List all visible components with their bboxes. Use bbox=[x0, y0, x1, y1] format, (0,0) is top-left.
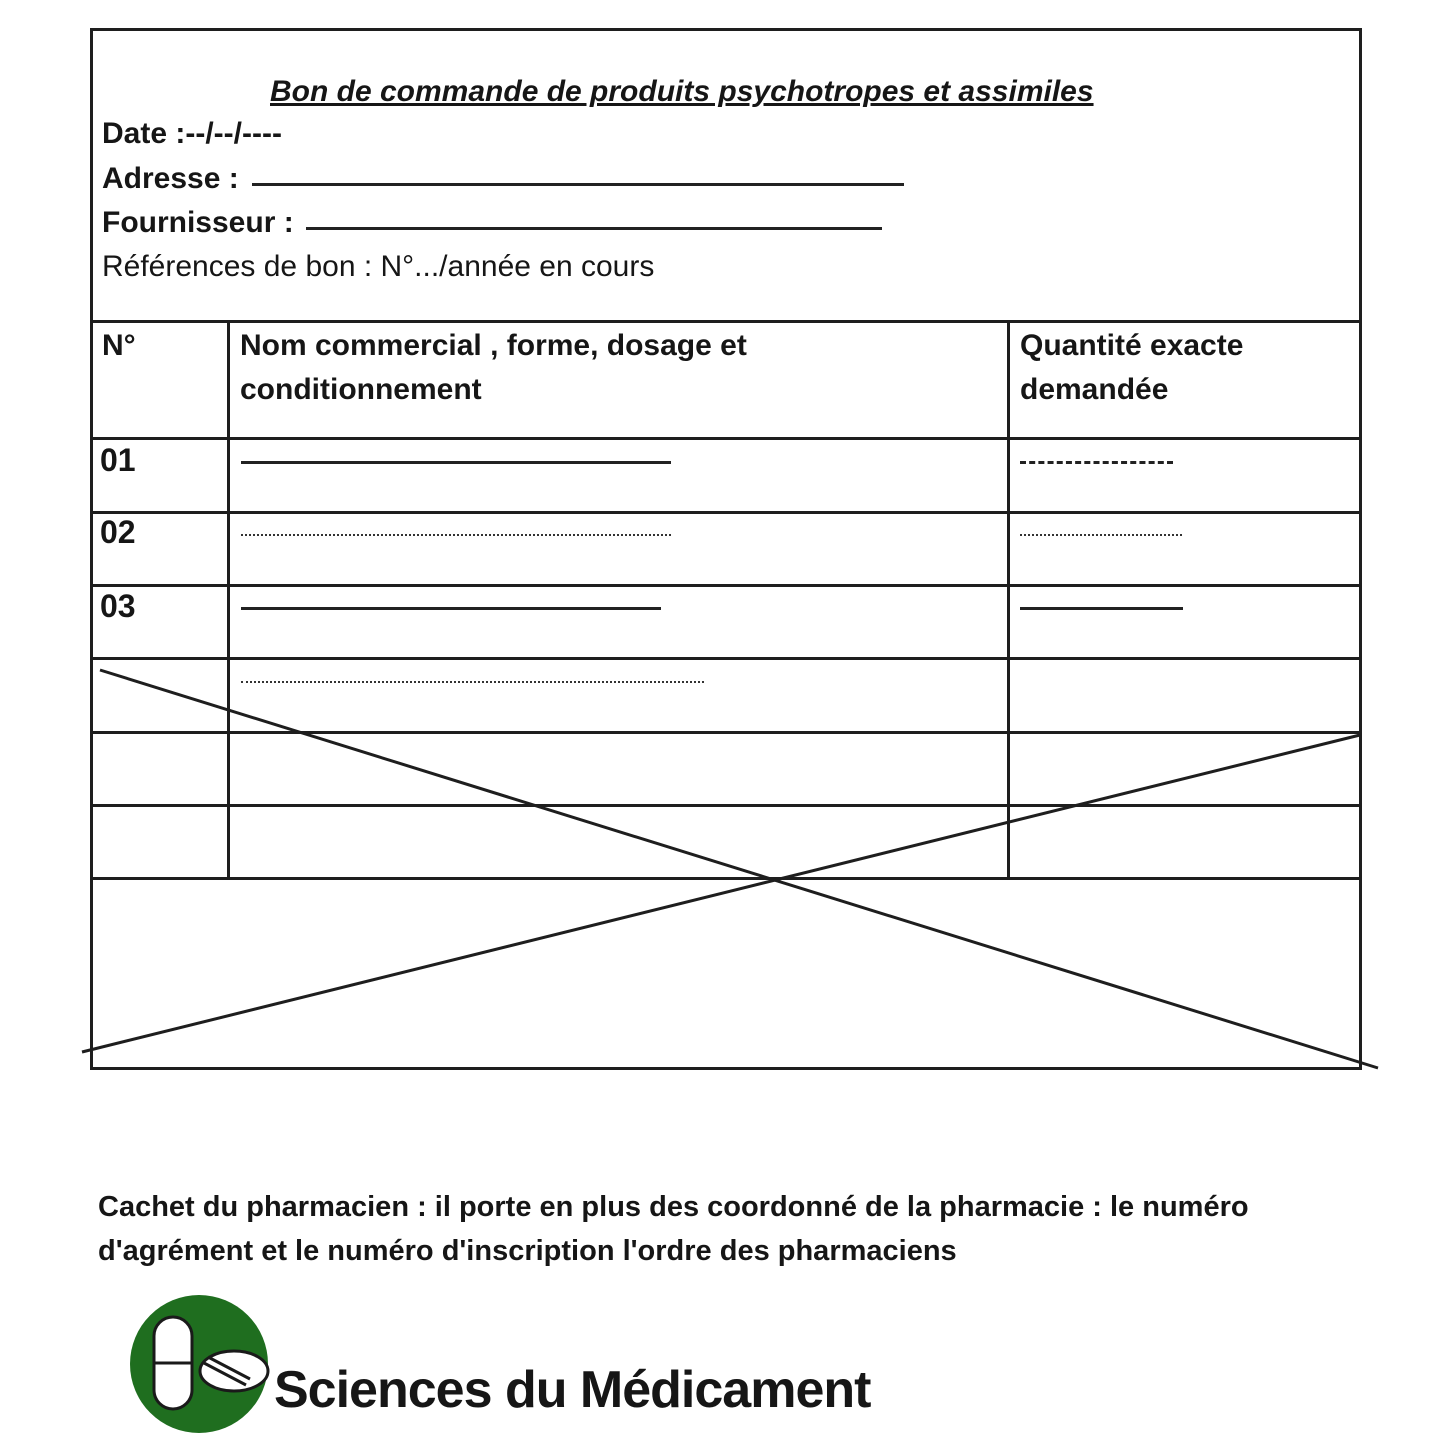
row-divider bbox=[90, 731, 1362, 734]
header-num: N° bbox=[102, 329, 136, 362]
pill-capsule-logo-icon bbox=[128, 1293, 270, 1435]
brand-name: Sciences du Médicament bbox=[274, 1361, 871, 1419]
pharmacist-stamp-note: Cachet du pharmacien : il porte en plus des coordonné de la pharmacie : le numéro d'agrément et le numéro d'inscription l'ordre des pharmaciens bbox=[98, 1191, 1249, 1267]
fournisseur-label: Fournisseur : bbox=[102, 206, 294, 239]
date-field bbox=[102, 117, 282, 151]
fournisseur-fill-line bbox=[306, 227, 882, 230]
row-name-fill-line bbox=[241, 461, 671, 464]
row-number: 02 bbox=[100, 514, 136, 550]
references-field bbox=[102, 250, 654, 284]
row-name-fill-line bbox=[241, 681, 704, 683]
column-divider bbox=[1007, 320, 1010, 878]
fournisseur-field bbox=[102, 206, 294, 240]
references-label: Références de bon : N°.../année en cours bbox=[102, 250, 655, 283]
date-label: Date :--/--/---- bbox=[102, 117, 282, 150]
row-divider bbox=[90, 804, 1362, 807]
header-qty: Quantité exacte demandée bbox=[1020, 329, 1244, 406]
form-title: Bon de commande de produits psychotropes et assimiles bbox=[270, 75, 1094, 108]
row-divider bbox=[90, 657, 1362, 660]
column-divider bbox=[227, 320, 230, 878]
header-bottom-border bbox=[90, 437, 1362, 440]
adresse-label: Adresse : bbox=[102, 162, 239, 195]
row-name-fill-line bbox=[241, 607, 661, 610]
table-top-border bbox=[90, 320, 1362, 323]
table-bottom-border bbox=[90, 877, 1362, 880]
row-name-fill-line bbox=[241, 534, 671, 536]
row-divider bbox=[90, 511, 1362, 514]
row-qty-fill-line bbox=[1020, 607, 1183, 610]
row-qty-fill-line bbox=[1020, 461, 1173, 464]
row-qty-fill-line bbox=[1020, 534, 1182, 536]
adresse-field bbox=[102, 162, 239, 196]
row-number: 01 bbox=[100, 442, 136, 478]
header-name: Nom commercial , forme, dosage et conditionnement bbox=[240, 329, 747, 406]
row-number: 03 bbox=[100, 588, 136, 624]
row-divider bbox=[90, 584, 1362, 587]
adresse-fill-line bbox=[252, 183, 904, 186]
